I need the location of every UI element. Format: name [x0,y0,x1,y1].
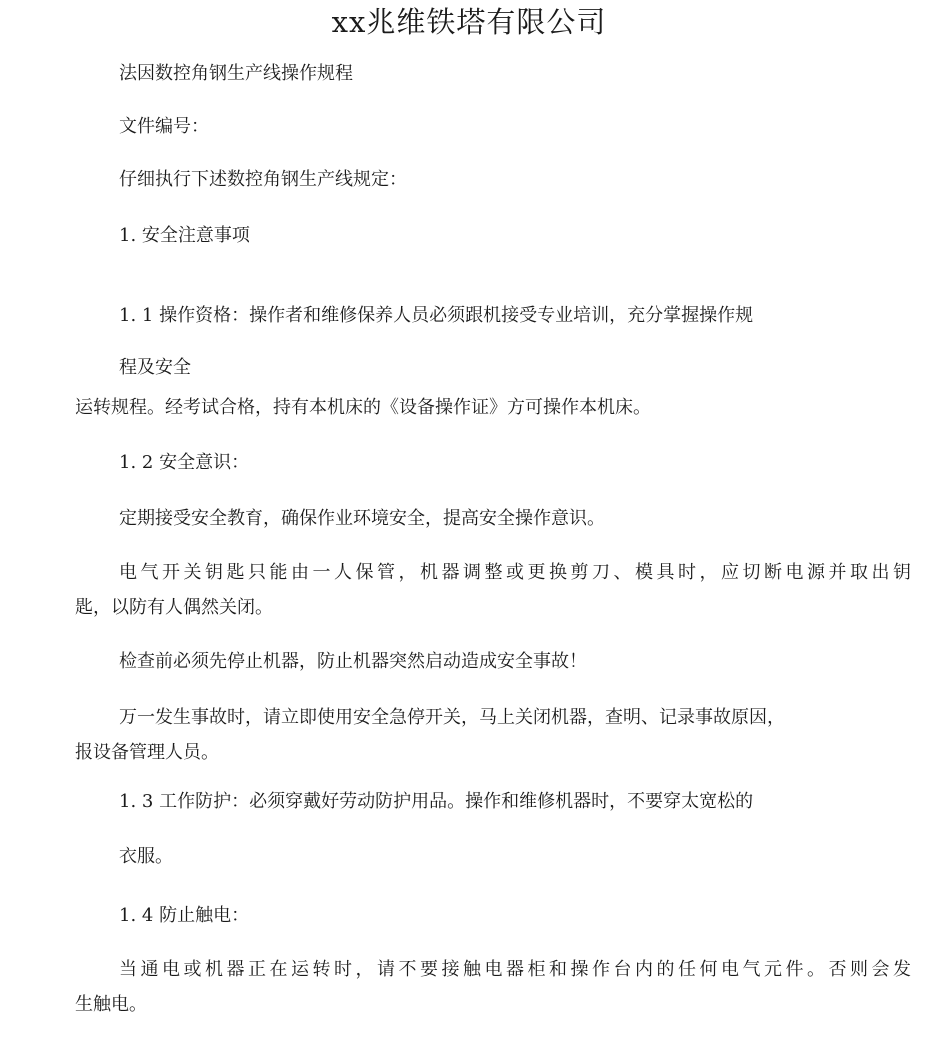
section-1-2-paragraph-1: 定期接受安全教育，确保作业环境安全，提高安全操作意识。 [119,508,605,529]
company-title: xx兆维铁塔有限公司 [331,5,607,39]
section-1-2-paragraph-4-line-1: 万一发生事故时，请立即使用安全急停开关，马上关闭机器，查明、记录事故原因， [119,707,785,728]
section-1-2-paragraph-4-line-2: 报设备管理人员。 [75,742,219,763]
file-number-label: 文件编号： [119,116,209,137]
document-title: 法因数控角钢生产线操作规程 [119,63,353,84]
section-1-4-paragraph-1-line-2: 生触电。 [75,994,147,1015]
section-1-2-heading: 1. 2 安全意识： [119,452,250,473]
section-1-1-line-3: 运转规程。经考试合格，持有本机床的《设备操作证》方可操作本机床。 [75,397,651,418]
section-1-2-paragraph-3: 检查前必须先停止机器，防止机器突然启动造成安全事故！ [119,651,587,672]
section-1-2-paragraph-2-line-1: 电气开关钥匙只能由一人保管，机器调整或更换剪刀、模具时，应切断电源并取出钥 [119,562,911,583]
section-1-1-line-1: 1. 1 操作资格：操作者和维修保养人员必须跟机接受专业培训，充分掌握操作规 [119,305,754,326]
section-1-4-paragraph-1-line-1: 当通电或机器正在运转时，请不要接触电器柜和操作台内的任何电气元件。否则会发 [119,959,911,980]
section-1-1-line-2: 程及安全 [119,357,191,378]
section-1-3-line-2: 衣服。 [119,846,173,867]
intro-text: 仔细执行下述数控角钢生产线规定： [119,169,407,190]
section-1-2-paragraph-2-line-2: 匙，以防有人偶然关闭。 [75,597,273,618]
section-1-3-line-1: 1. 3 工作防护：必须穿戴好劳动防护用品。操作和维修机器时，不要穿太宽松的 [119,791,754,812]
section-1-heading: 1. 安全注意事项 [119,225,250,246]
section-1-4-heading: 1. 4 防止触电： [119,905,250,926]
